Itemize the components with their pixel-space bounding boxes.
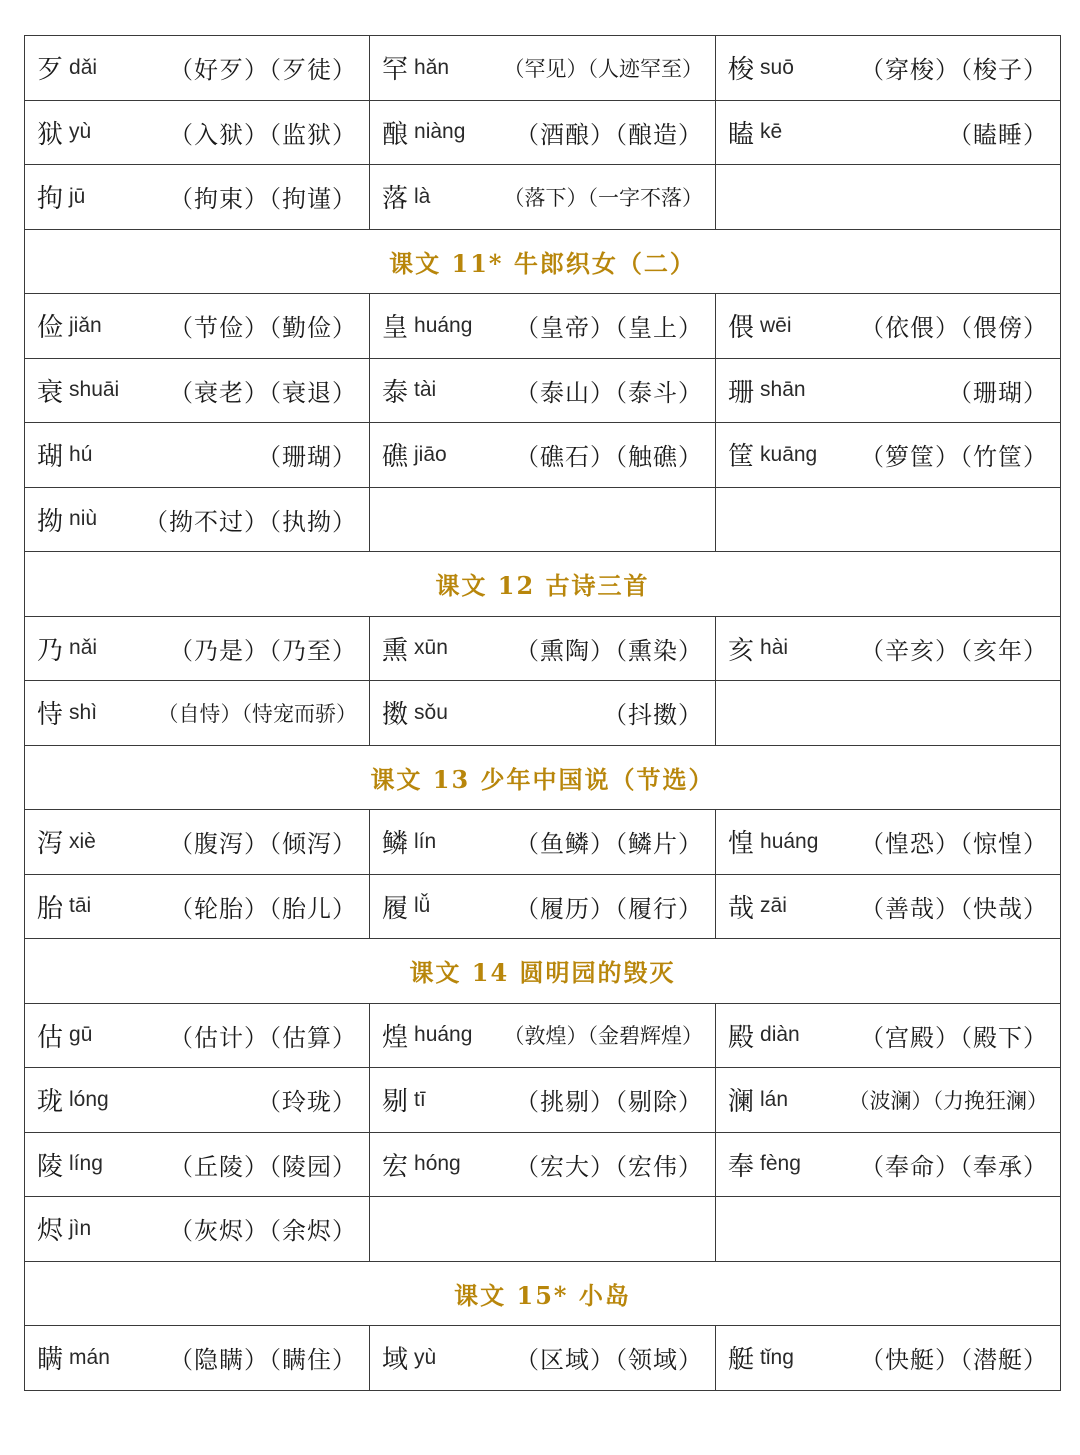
vocab-entry	[37, 630, 357, 667]
table-row	[25, 1003, 1061, 1068]
table-row	[25, 616, 1061, 681]
vocab-words: （抖擞）	[603, 701, 703, 730]
table-row	[25, 36, 1061, 101]
vocab-entry	[37, 178, 357, 215]
vocab-words: （穿梭）（梭子）	[860, 56, 1048, 85]
vocab-pinyin: hǎn	[414, 55, 450, 79]
vocab-entry	[728, 307, 1048, 344]
vocab-pinyin: líng	[69, 1152, 103, 1176]
vocab-words: （波澜）（力挽狂澜）	[848, 1088, 1048, 1113]
vocab-words: （轮胎）（胎儿）	[169, 894, 357, 923]
vocab-character: 皇	[382, 313, 409, 344]
lesson-heading-row	[25, 939, 1061, 1004]
vocab-words: （珊瑚）	[948, 378, 1048, 407]
vocab-cell	[25, 681, 370, 746]
vocab-pinyin: jiāo	[414, 442, 447, 466]
vocab-cell	[716, 36, 1061, 101]
vocab-words: （熏陶）（熏染）	[515, 636, 703, 665]
vocab-entry	[728, 1339, 1048, 1376]
empty-cell	[716, 487, 1061, 552]
vocab-entry	[37, 823, 357, 860]
vocab-cell	[370, 1003, 716, 1068]
empty-cell	[716, 1197, 1061, 1262]
vocab-character: 梭	[728, 55, 755, 86]
vocab-cell	[370, 874, 716, 939]
vocab-cell	[370, 423, 716, 488]
vocab-pinyin: nǎi	[69, 636, 98, 660]
vocab-pinyin: tài	[414, 378, 437, 402]
vocab-words: （丘陵）（陵园）	[169, 1152, 357, 1181]
vocab-pinyin: tǐng	[760, 1345, 794, 1369]
vocab-character: 珊	[728, 377, 755, 408]
vocab-entry	[37, 49, 357, 86]
vocab-entry	[382, 823, 703, 860]
vocab-pinyin: lǚ	[414, 894, 431, 918]
vocab-pinyin: suō	[760, 55, 794, 79]
vocab-character: 拗	[37, 506, 64, 537]
vocab-words: （酒酿）（酿造）	[515, 120, 703, 149]
vocab-character: 域	[382, 1345, 409, 1376]
vocab-cell	[370, 810, 716, 875]
vocab-pinyin: yù	[69, 120, 92, 144]
vocab-cell	[25, 1132, 370, 1197]
vocab-character: 履	[382, 893, 409, 924]
vocab-character: 亥	[728, 635, 755, 666]
vocab-entry	[37, 694, 357, 731]
vocab-pinyin: dǎi	[69, 55, 98, 79]
vocab-character: 胎	[37, 893, 64, 924]
vocab-pinyin: zāi	[760, 894, 787, 918]
vocab-cell	[25, 1197, 370, 1262]
vocab-cell	[370, 1132, 716, 1197]
empty-cell	[716, 165, 1061, 230]
vocab-character: 礁	[382, 442, 409, 473]
vocab-pinyin: sǒu	[414, 700, 448, 724]
vocab-character: 剔	[382, 1087, 409, 1118]
vocab-entry	[382, 694, 703, 731]
vocab-cell	[25, 294, 370, 359]
vocab-entry	[382, 1081, 703, 1118]
empty-cell	[370, 1197, 716, 1262]
vocab-words: （玲珑）	[257, 1088, 357, 1117]
vocab-entry	[37, 436, 357, 473]
vocab-character: 泻	[37, 829, 64, 860]
vocab-entry	[382, 1017, 703, 1054]
vocab-words: （拘束）（拘谨）	[169, 185, 357, 214]
vocab-entry	[37, 1210, 357, 1247]
vocab-character: 酿	[382, 119, 409, 150]
vocab-entry	[382, 630, 703, 667]
vocab-words: （奉命）（奉承）	[860, 1152, 1048, 1181]
vocab-pinyin: huáng	[414, 1023, 473, 1047]
vocab-entry	[382, 49, 703, 86]
vocab-character: 恃	[37, 700, 64, 731]
vocab-words: （鱼鳞）（鳞片）	[515, 830, 703, 859]
vocab-cell	[25, 423, 370, 488]
vocab-character: 煌	[382, 1022, 409, 1053]
vocab-character: 殿	[728, 1022, 755, 1053]
vocab-cell	[370, 36, 716, 101]
vocab-pinyin: shuāi	[69, 378, 120, 402]
vocab-character: 筐	[728, 442, 755, 473]
vocab-character: 衰	[37, 377, 64, 408]
vocab-cell	[370, 358, 716, 423]
vocab-words: （珊瑚）	[257, 443, 357, 472]
vocab-cell	[716, 1326, 1061, 1391]
vocab-entry	[37, 501, 357, 538]
lesson-heading-row	[25, 1261, 1061, 1326]
vocab-entry	[37, 372, 357, 409]
vocab-entry	[37, 1146, 357, 1183]
vocab-character: 惶	[728, 829, 755, 860]
vocab-pinyin: xiè	[69, 829, 96, 853]
vocab-pinyin: niù	[69, 507, 98, 531]
vocab-pinyin: kuāng	[760, 442, 818, 466]
table-row	[25, 1197, 1061, 1262]
vocab-entry	[728, 1081, 1048, 1118]
vocab-cell	[25, 616, 370, 681]
lesson-heading: 课文 14 圆明园的毁灭	[25, 939, 1061, 1004]
vocab-pinyin: hài	[760, 636, 789, 660]
vocab-cell	[25, 36, 370, 101]
vocab-entry	[728, 372, 1048, 409]
vocab-cell	[25, 1003, 370, 1068]
vocab-words: （拗不过）（执拗）	[144, 507, 357, 536]
vocab-cell	[716, 1003, 1061, 1068]
vocab-pinyin: huáng	[760, 829, 819, 853]
lesson-heading: 课文 11* 牛郎织女（二）	[25, 229, 1061, 294]
vocab-words: （快艇）（潜艇）	[860, 1346, 1048, 1375]
vocab-pinyin: là	[414, 184, 431, 208]
vocab-words: （好歹）（歹徒）	[169, 56, 357, 85]
vocab-cell	[25, 100, 370, 165]
vocab-pinyin: diàn	[760, 1023, 800, 1047]
vocab-character: 罕	[382, 55, 409, 86]
lesson-heading: 课文 13 少年中国说（节选）	[25, 745, 1061, 810]
vocab-pinyin: niàng	[414, 120, 466, 144]
vocab-entry	[382, 307, 703, 344]
table-row	[25, 1326, 1061, 1391]
vocab-entry	[382, 372, 703, 409]
vocab-character: 烬	[37, 1216, 64, 1247]
vocab-character: 熏	[382, 635, 409, 666]
vocab-entry	[382, 888, 703, 925]
lesson-heading-row	[25, 229, 1061, 294]
table-row	[25, 423, 1061, 488]
vocab-cell	[716, 100, 1061, 165]
vocab-words: （罕见）（人迹罕至）	[503, 56, 703, 81]
vocab-cell	[25, 1068, 370, 1133]
vocab-words: （惶恐）（惊惶）	[860, 830, 1048, 859]
vocab-character: 奉	[728, 1151, 755, 1182]
vocab-entry	[728, 1146, 1048, 1183]
vocab-entry	[37, 1339, 357, 1376]
vocab-words: （依偎）（偎傍）	[860, 314, 1048, 343]
vocab-character: 珑	[37, 1087, 64, 1118]
vocab-cell	[716, 294, 1061, 359]
table-row	[25, 294, 1061, 359]
vocab-pinyin: hóng	[414, 1152, 461, 1176]
vocab-pinyin: tī	[414, 1087, 426, 1111]
vocab-character: 艇	[728, 1345, 755, 1376]
vocab-character: 偎	[728, 313, 755, 344]
vocab-cell	[25, 487, 370, 552]
vocab-pinyin: yù	[414, 1345, 437, 1369]
vocab-cell	[716, 616, 1061, 681]
vocab-cell	[370, 1068, 716, 1133]
vocab-entry	[37, 1081, 357, 1118]
vocab-cell	[716, 423, 1061, 488]
vocab-entry	[728, 436, 1048, 473]
lesson-heading: 课文 12 古诗三首	[25, 552, 1061, 617]
vocab-words: （泰山）（泰斗）	[515, 378, 703, 407]
vocab-character: 拘	[37, 184, 64, 215]
vocab-pinyin: hú	[69, 442, 93, 466]
table-row	[25, 874, 1061, 939]
vocab-character: 泰	[382, 377, 409, 408]
vocab-cell	[25, 810, 370, 875]
vocab-words: （估计）（估算）	[169, 1023, 357, 1052]
vocab-pinyin: lóng	[69, 1087, 109, 1111]
vocab-pinyin: shì	[69, 700, 98, 724]
vocab-entry	[382, 436, 703, 473]
vocab-entry	[728, 888, 1048, 925]
vocab-character: 陵	[37, 1151, 64, 1182]
vocab-pinyin: jìn	[69, 1216, 92, 1240]
vocab-pinyin: huáng	[414, 313, 473, 337]
vocab-pinyin: xūn	[414, 636, 448, 660]
vocab-cell	[370, 1326, 716, 1391]
vocab-cell	[716, 810, 1061, 875]
vocab-character: 擞	[382, 700, 409, 731]
vocab-cell	[25, 165, 370, 230]
vocab-entry	[382, 114, 703, 151]
vocab-words: （礁石）（触礁）	[515, 443, 703, 472]
table-row	[25, 1068, 1061, 1133]
vocab-pinyin: fèng	[760, 1152, 801, 1176]
vocab-character: 歹	[37, 55, 64, 86]
vocab-cell	[716, 1132, 1061, 1197]
vocab-words: （落下）（一字不落）	[503, 185, 703, 210]
lesson-heading: 课文 15* 小岛	[25, 1261, 1061, 1326]
vocab-words: （乃是）（乃至）	[169, 636, 357, 665]
empty-cell	[716, 681, 1061, 746]
vocab-cell	[25, 874, 370, 939]
vocab-words: （善哉）（快哉）	[860, 894, 1048, 923]
vocab-pinyin: jiǎn	[69, 313, 102, 337]
vocab-pinyin: gū	[69, 1023, 93, 1047]
vocab-cell	[370, 165, 716, 230]
vocab-entry	[37, 307, 357, 344]
vocab-words: （挑剔）（剔除）	[515, 1088, 703, 1117]
lesson-heading-row	[25, 745, 1061, 810]
vocab-entry	[728, 823, 1048, 860]
vocab-words: （节俭）（勤俭）	[169, 314, 357, 343]
vocab-words: （履历）（履行）	[515, 894, 703, 923]
vocab-words: （瞌睡）	[948, 120, 1048, 149]
vocab-pinyin: jū	[69, 184, 86, 208]
vocab-entry	[728, 1017, 1048, 1054]
vocab-pinyin: mán	[69, 1345, 110, 1369]
vocab-cell	[716, 1068, 1061, 1133]
vocab-entry	[728, 630, 1048, 667]
vocab-pinyin: lín	[414, 829, 437, 853]
vocab-character: 哉	[728, 893, 755, 924]
vocab-words: （灰烬）（余烬）	[169, 1217, 357, 1246]
vocab-words: （腹泻）（倾泻）	[169, 830, 357, 859]
vocab-cell	[370, 294, 716, 359]
vocab-words: （宫殿）（殿下）	[860, 1023, 1048, 1052]
vocab-cell	[370, 681, 716, 746]
vocab-entry	[728, 114, 1048, 151]
vocab-cell	[716, 358, 1061, 423]
table-row	[25, 487, 1061, 552]
vocab-character: 瞒	[37, 1345, 64, 1376]
table-row	[25, 681, 1061, 746]
vocab-pinyin: lán	[760, 1087, 789, 1111]
vocab-words: （宏大）（宏伟）	[515, 1152, 703, 1181]
lesson-heading-row	[25, 552, 1061, 617]
vocab-pinyin: shān	[760, 378, 806, 402]
vocab-character: 澜	[728, 1087, 755, 1118]
vocab-words: （隐瞒）（瞒住）	[169, 1346, 357, 1375]
vocab-character: 鳞	[382, 829, 409, 860]
vocab-character: 瞌	[728, 119, 755, 150]
vocab-character: 狱	[37, 119, 64, 150]
vocab-words: （自恃）（恃宠而骄）	[157, 701, 357, 726]
vocab-character: 俭	[37, 313, 64, 344]
vocab-words: （入狱）（监狱）	[169, 120, 357, 149]
table-row	[25, 358, 1061, 423]
vocab-pinyin: wēi	[760, 313, 792, 337]
empty-cell	[370, 487, 716, 552]
vocab-entry	[382, 178, 703, 215]
table-row	[25, 810, 1061, 875]
vocab-entry	[37, 1017, 357, 1054]
vocab-pinyin: tāi	[69, 894, 92, 918]
vocab-entry	[382, 1339, 703, 1376]
vocabulary-table	[24, 35, 1061, 1391]
vocab-words: （区域）（领域）	[515, 1346, 703, 1375]
vocab-cell	[370, 616, 716, 681]
vocab-character: 宏	[382, 1151, 409, 1182]
vocab-words: （皇帝）（皇上）	[515, 314, 703, 343]
vocab-cell	[25, 1326, 370, 1391]
table-row	[25, 1132, 1061, 1197]
vocab-words: （箩筐）（竹筐）	[860, 443, 1048, 472]
vocab-character: 落	[382, 184, 409, 215]
vocab-pinyin: kē	[760, 120, 783, 144]
vocab-character: 瑚	[37, 442, 64, 473]
vocab-character: 估	[37, 1022, 64, 1053]
vocab-cell	[370, 100, 716, 165]
vocab-entry	[37, 114, 357, 151]
vocab-entry	[37, 888, 357, 925]
vocab-entry	[728, 49, 1048, 86]
vocab-cell	[716, 874, 1061, 939]
vocab-words: （敦煌）（金碧辉煌）	[503, 1024, 703, 1049]
vocab-words: （衰老）（衰退）	[169, 378, 357, 407]
table-row	[25, 165, 1061, 230]
vocab-entry	[382, 1146, 703, 1183]
table-row	[25, 100, 1061, 165]
vocab-character: 乃	[37, 635, 64, 666]
vocab-words: （辛亥）（亥年）	[860, 636, 1048, 665]
vocab-cell	[25, 358, 370, 423]
